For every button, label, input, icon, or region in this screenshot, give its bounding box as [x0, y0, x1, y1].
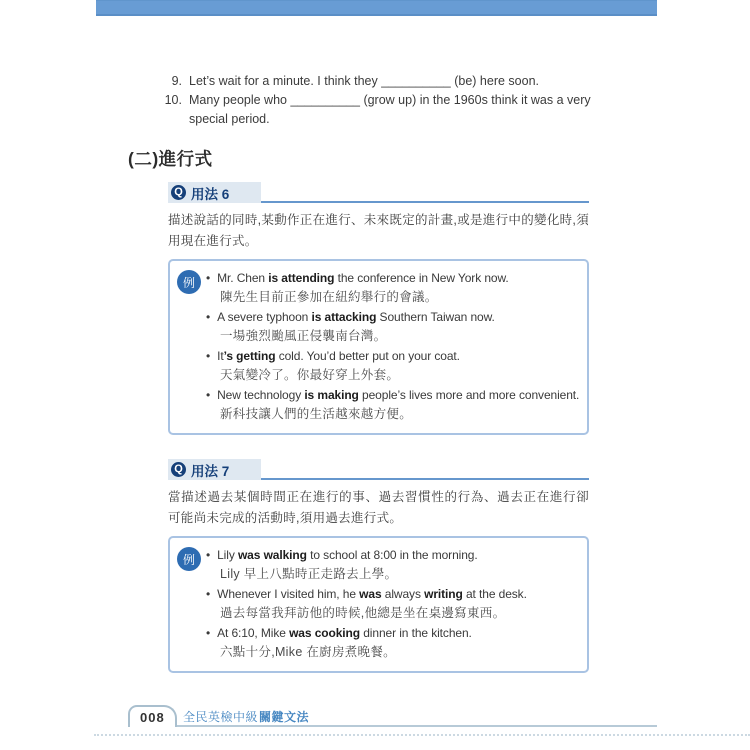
example-pair [206, 585, 581, 622]
exercise-sentence: Many people who __________ (grow up) in the 1960s think it was a very special period. [189, 93, 591, 126]
example-chinese: 陳先生目前正參加在紐約舉行的會議。 [220, 289, 438, 304]
example-circle-icon: 例 [177, 270, 201, 294]
usage-header [168, 457, 589, 480]
example-english: • Lily was walking to school at 8:00 in the morning. [206, 546, 581, 565]
example-english: • It’s getting cold. You’d better put on your coat. [206, 347, 581, 366]
example-english: • Whenever I visited him, he was always writing at the desk. [206, 585, 581, 604]
usage-badge [168, 182, 261, 203]
example-pair [206, 347, 581, 384]
example-chinese: 過去每當我拜訪他的時候,他總是坐在桌邊寫東西。 [220, 605, 506, 620]
example-pair [206, 546, 581, 583]
example-pair [206, 386, 581, 423]
usage-section-7 [168, 457, 589, 673]
usage-badge [168, 459, 261, 480]
example-pair [206, 624, 581, 661]
example-list [206, 546, 581, 663]
usage-label: 用法 7 [191, 463, 230, 479]
usage-label: 用法 6 [191, 186, 230, 202]
exercise-list [158, 72, 595, 129]
footer-dotted-rule [94, 734, 750, 736]
example-chinese: Lily 早上八點時正走路去上學。 [220, 566, 398, 581]
usage-description: 描述說話的同時,某動作正在進行、未來既定的計畫,或是進行中的變化時,須用現在進行式。 [168, 213, 589, 248]
example-pair [206, 269, 581, 306]
usage-header [168, 180, 589, 203]
exercise-sentence: Let’s wait for a minute. I think they __________ (be) here soon. [189, 74, 539, 88]
example-box [168, 536, 589, 673]
magnifier-q-icon: Q [171, 462, 186, 477]
example-english: • A severe typhoon is attacking Southern Taiwan now. [206, 308, 581, 327]
example-chinese: 一場強烈颱風正侵襲南台灣。 [220, 328, 387, 343]
example-circle-icon: 例 [177, 547, 201, 571]
usage-section-6 [168, 180, 589, 435]
exercise-number: 10. [164, 93, 182, 107]
example-english: • Mr. Chen is attending the conference in New York now. [206, 269, 581, 288]
example-list [206, 269, 581, 425]
example-chinese: 六點十分,Mike 在廚房煮晚餐。 [220, 644, 396, 659]
footer-book-title [183, 707, 309, 725]
section-heading: (二)進行式 [128, 149, 213, 169]
exercise-number: 9. [171, 74, 182, 88]
exercise-item [158, 91, 595, 129]
example-english: • New technology is making people’s lives more and more convenient. [206, 386, 581, 405]
example-box [168, 259, 589, 435]
magnifier-q-icon: Q [171, 185, 186, 200]
example-chinese: 新科技讓人們的生活越來越方便。 [220, 406, 413, 421]
example-pair [206, 308, 581, 345]
example-chinese: 天氣變冷了。你最好穿上外套。 [220, 367, 400, 382]
footer-rule [128, 725, 657, 727]
exercise-item [158, 72, 595, 91]
footer-series-title: 全民英檢中級 [183, 709, 259, 724]
footer-book-name: 關鍵文法 [259, 709, 310, 724]
header-banner-bar [96, 0, 657, 16]
page-number-tab: 008 [128, 705, 177, 727]
usage-description: 當描述過去某個時間正在進行的事、過去習慣性的行為、過去正在進行卻可能尚未完成的活動時,須用過去進行式。 [168, 490, 589, 525]
example-english: • At 6:10, Mike was cooking dinner in the kitchen. [206, 624, 581, 643]
